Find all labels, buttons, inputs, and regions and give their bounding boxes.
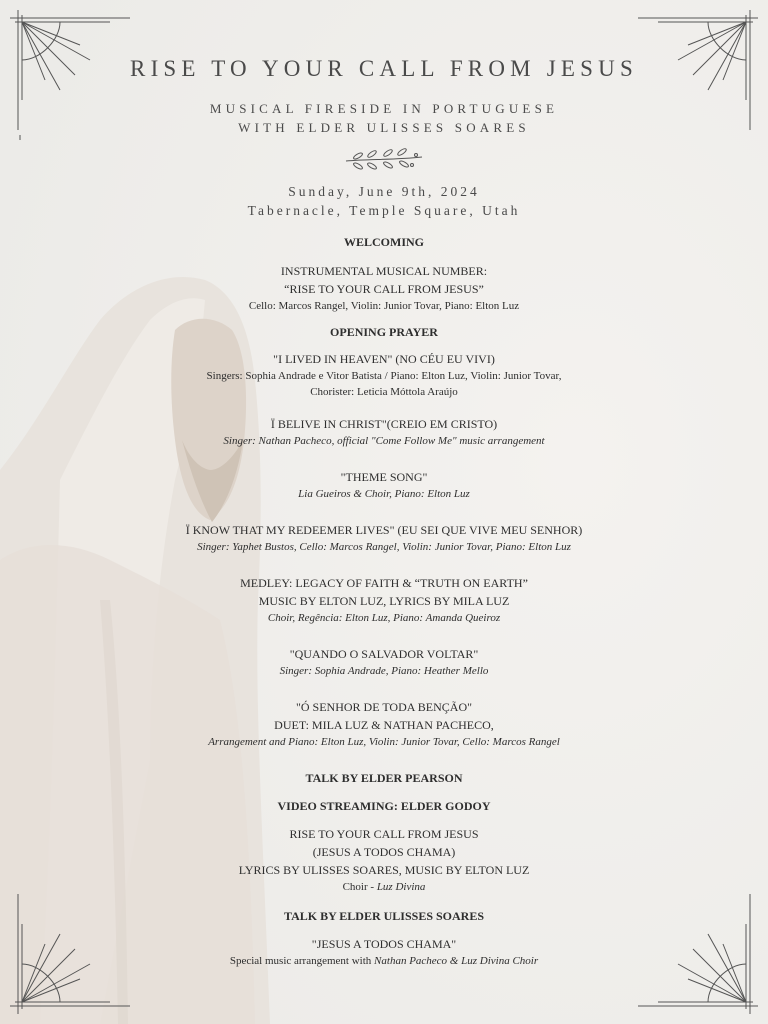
lived-in-heaven-heading: "I LIVED IN HEAVEN" (NO CÉU EU VIVI) <box>273 352 495 366</box>
date-venue <box>0 182 768 220</box>
medley-item <box>0 574 768 626</box>
subtitle-line-1: MUSICAL FIRESIDE IN PORTUGUESE <box>209 101 559 116</box>
theme-song-credits: Lia Gueiros & Choir, Piano: Elton Luz <box>298 488 470 500</box>
believe-in-christ-heading: Ï BELIVE IN CHRIST"(CREIO EM CRISTO) <box>270 417 498 431</box>
redeemer-singer-label: Singer <box>197 541 226 553</box>
talk-soares-heading: TALK BY ELDER ULISSES SOARES <box>283 909 485 923</box>
believe-singer-detail: : Nathan Pacheco, official "Come Follow Me" music arrangement <box>252 435 545 447</box>
lived-in-heaven-credits-1: Singers: Sophia Andrade e Vitor Batista / Piano: Elton Luz, Violin: Junior Tovar, <box>206 370 562 382</box>
instrumental-title: “RISE TO YOUR CALL FROM JESUS” <box>284 282 484 296</box>
event-date: Sunday, June 9th, 2024 <box>288 184 480 199</box>
video-streaming-heading: VIDEO STREAMING: ELDER GODOY <box>277 799 491 813</box>
page-title: RISE TO YOUR CALL FROM JESUS <box>130 56 638 81</box>
olive-sprig-icon <box>344 145 424 177</box>
quando-heading: "QUANDO O SALVADOR VOLTAR" <box>289 647 479 661</box>
theme-song-item <box>0 468 768 502</box>
senhor-heading: "Ó SENHOR DE TODA BENÇÃO" <box>295 700 473 714</box>
event-venue: Tabernacle, Temple Square, Utah <box>247 203 521 218</box>
jesus-heading: "JESUS A TODOS CHAMA" <box>311 937 457 951</box>
jesus-credits <box>0 953 768 969</box>
rise-credits <box>0 879 768 895</box>
believe-in-christ-item <box>0 415 768 449</box>
lived-in-heaven-item <box>0 350 768 400</box>
redeemer-singer-detail: : Yaphet Bustos, Cello: Marcos Rangel, Violin: Junior Tovar, Piano: Elton Luz <box>225 541 571 553</box>
redeemer-heading: Ï KNOW THAT MY REDEEMER LIVES" (EU SEI QUE VIVE MEU SENHOR) <box>185 523 583 537</box>
jesus-a-todos-chama-item <box>0 935 768 969</box>
believe-in-christ-credits <box>0 433 768 449</box>
rise-heading: RISE TO YOUR CALL FROM JESUS <box>289 827 479 841</box>
medley-heading-2: MUSIC BY ELTON LUZ, LYRICS BY MILA LUZ <box>258 594 510 608</box>
redeemer-credits <box>0 539 768 555</box>
medley-credits: Choir, Regência: Elton Luz, Piano: Amanda Queiroz <box>267 612 501 624</box>
rise-heading-3: LYRICS BY ULISSES SOARES, MUSIC BY ELTON LUZ <box>238 863 530 877</box>
talk-pearson-heading: TALK BY ELDER PEARSON <box>305 771 463 785</box>
theme-song-heading: "THEME SONG" <box>340 470 428 484</box>
opening-prayer-heading: OPENING PRAYER <box>330 325 438 339</box>
rise-to-your-call-item <box>0 825 768 895</box>
instrumental-item <box>0 262 768 314</box>
medley-heading: MEDLEY: LEGACY OF FAITH & “TRUTH ON EARTH” <box>240 576 528 590</box>
welcoming-heading: WELCOMING <box>343 235 424 249</box>
subtitle-line-2: WITH ELDER ULISSES SOARES <box>238 120 530 135</box>
jesus-credits-names: Nathan Pacheco & Luz Divina Choir <box>374 955 539 967</box>
senhor-heading-2: DUET: MILA LUZ & NATHAN PACHECO, <box>274 718 494 732</box>
quando-credits: Singer: Sophia Andrade, Piano: Heather Mello <box>279 665 489 677</box>
redeemer-item <box>0 521 768 555</box>
lived-in-heaven-credits-2: Chorister: Leticia Móttola Araújo <box>310 386 458 398</box>
rise-choir-name: Luz Divina <box>376 881 426 893</box>
jesus-credits-label: Special music arrangement with <box>229 955 375 967</box>
instrumental-heading: INSTRUMENTAL MUSICAL NUMBER: <box>280 264 488 278</box>
senhor-credits: Arrangement and Piano: Elton Luz, Violin: Junior Tovar, Cello: Marcos Rangel <box>208 736 560 748</box>
subtitle <box>0 99 768 137</box>
rise-heading-2: (JESUS A TODOS CHAMA) <box>312 845 456 859</box>
believe-singer-label: Singer <box>223 435 253 447</box>
instrumental-credits: Cello: Marcos Rangel, Violin: Junior Tovar, Piano: Elton Luz <box>248 300 520 312</box>
quando-item <box>0 645 768 679</box>
rise-choir-label: Choir - <box>342 881 377 893</box>
senhor-item <box>0 698 768 750</box>
